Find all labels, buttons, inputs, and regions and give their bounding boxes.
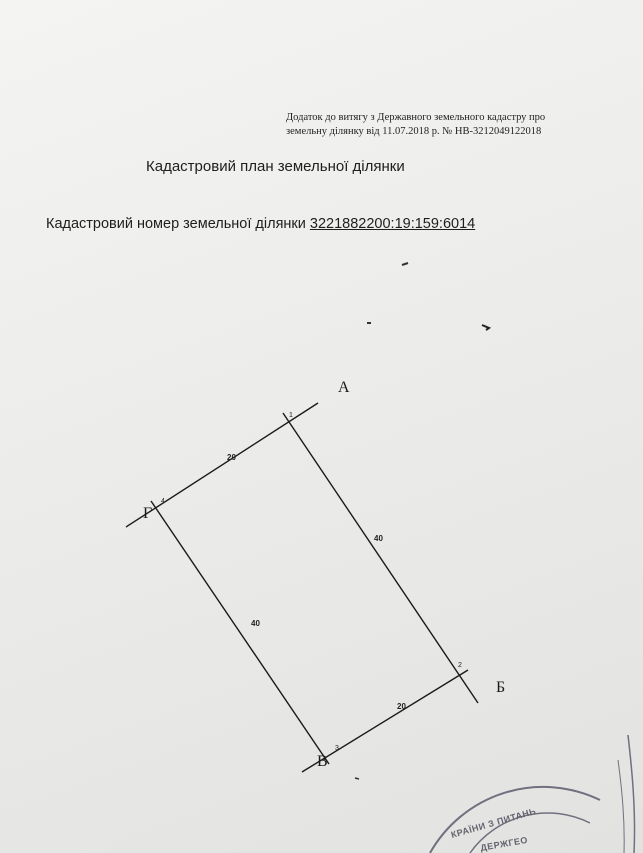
vertex-number-4: 4 — [161, 498, 165, 505]
header-note-line-2: земельну ділянку від 11.07.2018 р. № НВ-3212049122018 — [286, 126, 542, 137]
corner-label-v: В — [317, 753, 328, 770]
side-length-right: 40 — [374, 534, 383, 543]
official-stamp — [430, 735, 635, 853]
scan-speck — [482, 325, 489, 330]
cadastral-number-label: Кадастровий номер земельної ділянки — [46, 216, 306, 232]
stamp-text-line-1: КРАЇНИ З ПИТАНЬ — [449, 806, 538, 840]
corner-label-a: А — [338, 379, 350, 396]
stamp-text-line-2: ДЕРЖГЕО — [479, 834, 529, 853]
corner-label-g: Г — [143, 505, 153, 522]
vertex-number-1: 1 — [289, 412, 293, 419]
side-length-left: 40 — [251, 619, 260, 628]
header-note-line-1: Додаток до витягу з Державного земельного кадастру про — [286, 112, 546, 123]
scan-speck — [402, 263, 408, 265]
page-title: Кадастровий план земельної ділянки — [146, 158, 405, 175]
vertex-number-2: 2 — [458, 662, 462, 669]
boundary-line-right — [283, 413, 478, 703]
side-length-top: 20 — [227, 453, 236, 462]
scan-speck — [355, 778, 359, 779]
boundary-line-left — [151, 501, 329, 764]
cadastral-number: 3221882200:19:159:6014 — [309, 216, 476, 232]
corner-label-b: Б — [496, 679, 506, 696]
vertex-number-3: 3 — [335, 745, 339, 752]
side-length-bottom: 20 — [397, 702, 406, 711]
